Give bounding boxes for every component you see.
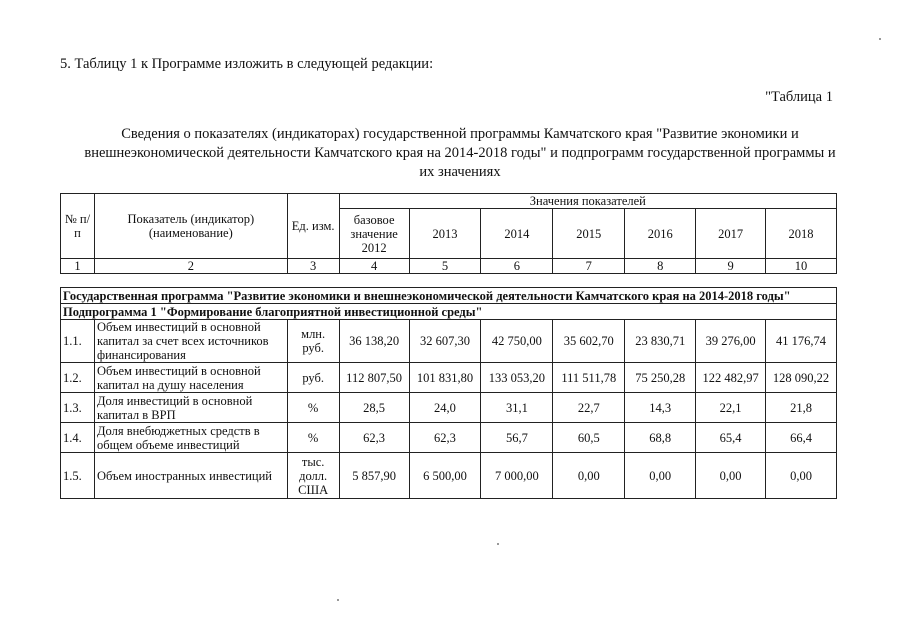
row-value: 0,00: [625, 453, 696, 499]
row-value: 7 000,00: [481, 453, 553, 499]
table-row: [61, 423, 837, 453]
table-row: [61, 393, 837, 423]
table-row: [61, 363, 837, 393]
row-value: 60,5: [553, 423, 625, 453]
col-number: 3: [287, 259, 339, 274]
row-unit: млн. руб.: [287, 320, 339, 363]
row-value: 35 602,70: [553, 320, 625, 363]
row-unit: %: [287, 423, 339, 453]
table-row: [61, 320, 837, 363]
row-number: 1.3.: [61, 393, 95, 423]
row-value: 21,8: [766, 393, 837, 423]
row-value: 128 090,22: [766, 363, 837, 393]
row-value: 6 500,00: [409, 453, 481, 499]
row-value: 68,8: [625, 423, 696, 453]
col-number: 1: [61, 259, 95, 274]
row-value: 36 138,20: [339, 320, 409, 363]
row-value: 22,1: [696, 393, 766, 423]
row-value: 0,00: [766, 453, 837, 499]
header-table: [60, 193, 837, 274]
row-value: 75 250,28: [625, 363, 696, 393]
col-number: 10: [766, 259, 837, 274]
table-row: [61, 453, 837, 499]
row-value: 122 482,97: [696, 363, 766, 393]
row-value: 42 750,00: [481, 320, 553, 363]
row-value: 24,0: [409, 393, 481, 423]
scan-speck: [337, 599, 339, 601]
row-number: 1.2.: [61, 363, 95, 393]
row-value: 28,5: [339, 393, 409, 423]
row-unit: тыс. долл. США: [287, 453, 339, 499]
row-value: 62,3: [339, 423, 409, 453]
scan-speck: [879, 38, 881, 40]
subprogram-title: Подпрограмма 1 "Формирование благоприятной инвестиционной среды": [61, 304, 837, 320]
row-indicator-name: Объем иностранных инвестиций: [94, 453, 287, 499]
header-values-group: Значения показателей: [339, 194, 836, 209]
row-unit: %: [287, 393, 339, 423]
row-value: 39 276,00: [696, 320, 766, 363]
row-value: 31,1: [481, 393, 553, 423]
header-unit: Ед. изм.: [287, 194, 339, 259]
col-number: 5: [409, 259, 481, 274]
scan-speck: [497, 543, 499, 545]
header-indicator: Показатель (индикатор) (наименование): [94, 194, 287, 259]
header-year: 2016: [625, 209, 696, 259]
header-year: 2014: [481, 209, 553, 259]
col-number: 7: [553, 259, 625, 274]
row-indicator-name: Доля внебюджетных средств в общем объеме инвестиций: [94, 423, 287, 453]
header-year: 2018: [766, 209, 837, 259]
col-number: 8: [625, 259, 696, 274]
row-number: 1.1.: [61, 320, 95, 363]
header-year: 2015: [553, 209, 625, 259]
row-value: 0,00: [553, 453, 625, 499]
table-reference: "Таблица 1: [765, 89, 833, 105]
row-value: 0,00: [696, 453, 766, 499]
row-number: 1.5.: [61, 453, 95, 499]
col-number: 9: [696, 259, 766, 274]
col-number: 4: [339, 259, 409, 274]
row-value: 112 807,50: [339, 363, 409, 393]
program-title: Государственная программа "Развитие экономики и внешнеэкономической деятельности Камчатского края на 2014-2018 годы": [61, 288, 837, 304]
row-indicator-name: Объем инвестиций в основной капитал на душу населения: [94, 363, 287, 393]
row-number: 1.4.: [61, 423, 95, 453]
intro-text: 5. Таблицу 1 к Программе изложить в следующей редакции:: [60, 56, 434, 72]
indicators-table: [60, 287, 837, 499]
row-value: 23 830,71: [625, 320, 696, 363]
row-indicator-name: Объем инвестиций в основной капитал за счет всех источников финансирования: [94, 320, 287, 363]
row-value: 5 857,90: [339, 453, 409, 499]
row-value: 41 176,74: [766, 320, 837, 363]
header-base: базовое значение 2012: [339, 209, 409, 259]
row-indicator-name: Доля инвестиций в основной капитал в ВРП: [94, 393, 287, 423]
row-value: 66,4: [766, 423, 837, 453]
header-num: № п/п: [61, 194, 95, 259]
row-value: 133 053,20: [481, 363, 553, 393]
col-number: 6: [481, 259, 553, 274]
row-value: 62,3: [409, 423, 481, 453]
row-value: 56,7: [481, 423, 553, 453]
row-value: 14,3: [625, 393, 696, 423]
row-value: 22,7: [553, 393, 625, 423]
row-value: 101 831,80: [409, 363, 481, 393]
row-value: 111 511,78: [553, 363, 625, 393]
col-number: 2: [94, 259, 287, 274]
row-value: 65,4: [696, 423, 766, 453]
header-year: 2013: [409, 209, 481, 259]
header-year: 2017: [696, 209, 766, 259]
document-title: Сведения о показателях (индикаторах) государственной программы Камчатского края "Развитие экономики и внешнеэкономической деятельности Камчатского края на 2014-2018 годы" и подпрограмм государственной программы и их значениях: [84, 126, 836, 180]
row-value: 32 607,30: [409, 320, 481, 363]
row-unit: руб.: [287, 363, 339, 393]
